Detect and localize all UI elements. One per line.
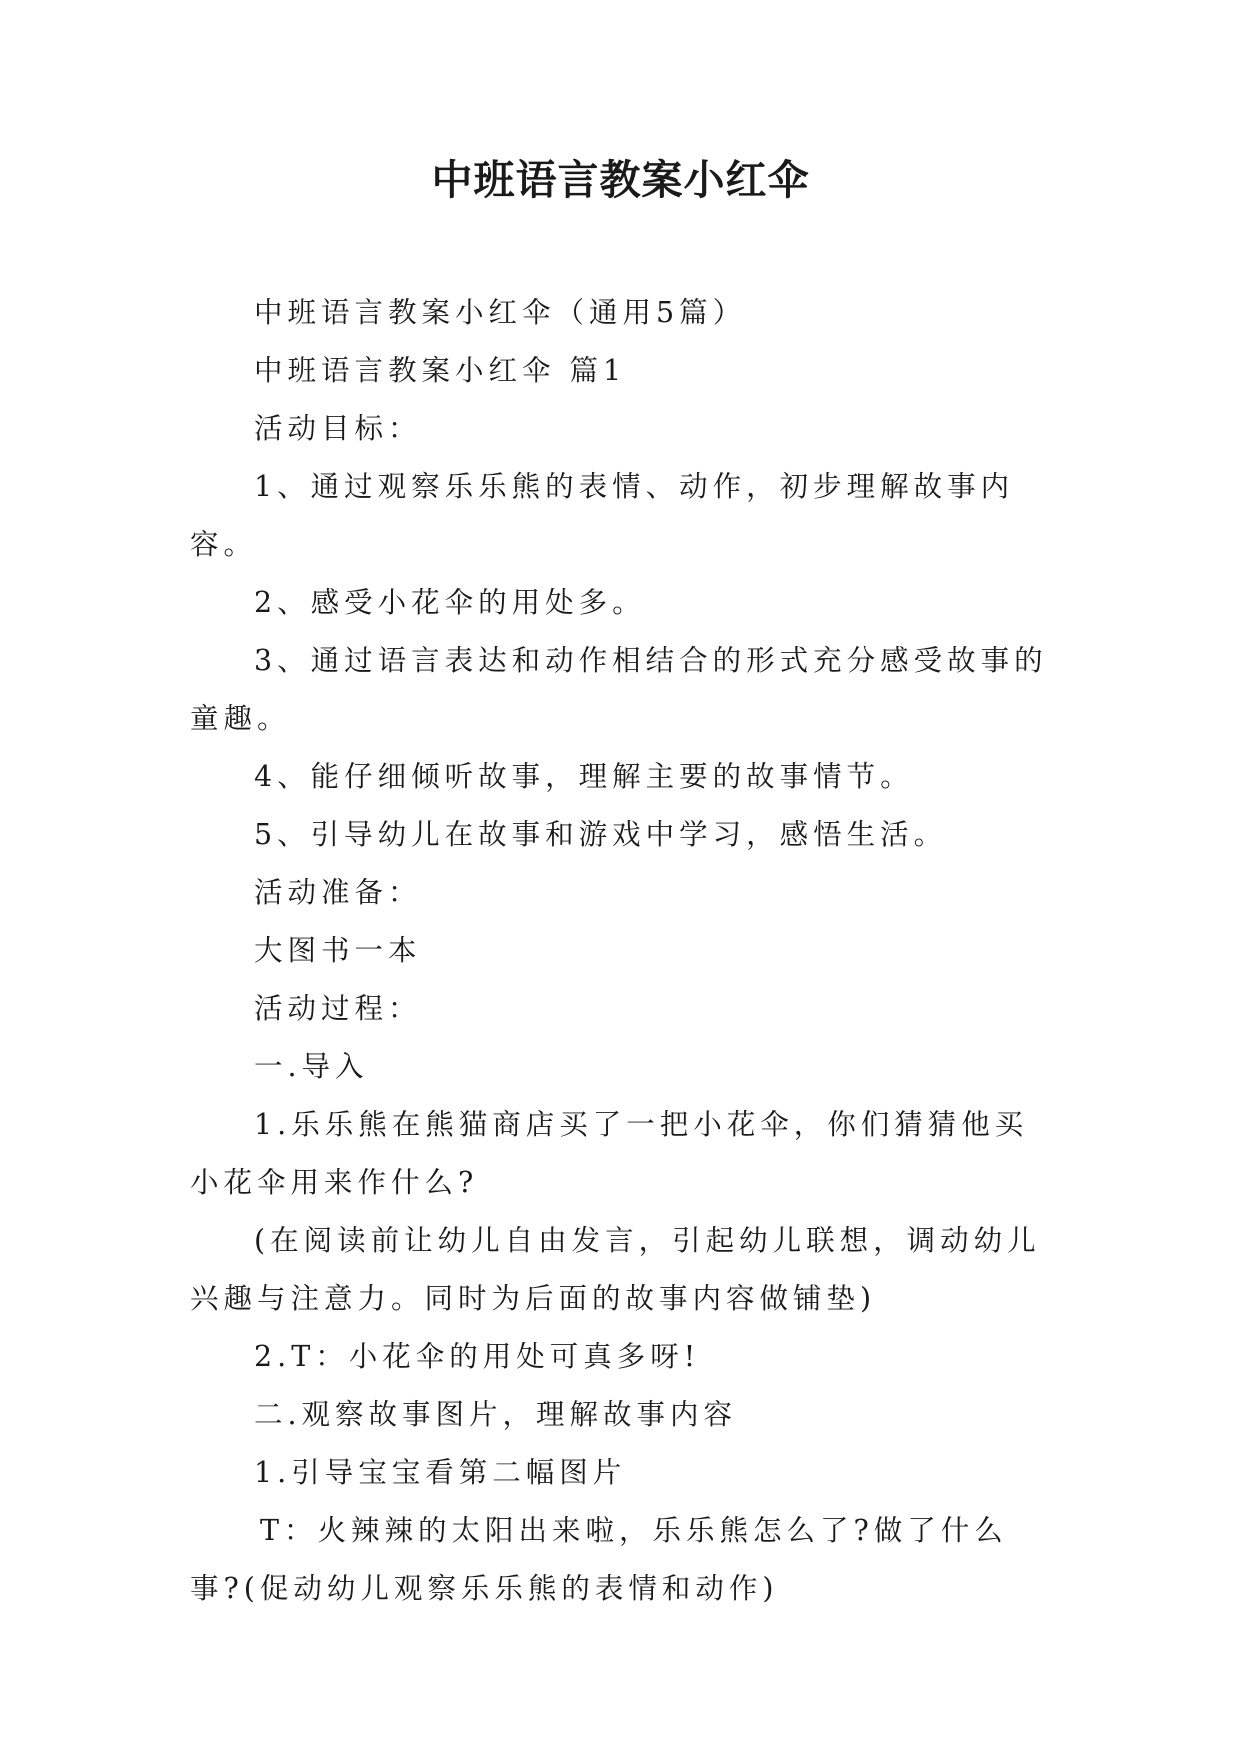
paragraph-goals-heading: 活动目标： bbox=[254, 412, 422, 445]
paragraph-subtitle: 中班语言教案小红伞（通用5篇） bbox=[254, 296, 747, 329]
document-title: 中班语言教案小红伞 bbox=[431, 156, 810, 204]
paragraph-preparation-heading: 活动准备： bbox=[254, 876, 422, 909]
paragraph-step-1-item-2: 2.T：小花伞的用处可真多呀! bbox=[254, 1340, 701, 1373]
paragraph-step-1-note: (在阅读前让幼儿自由发言，引起幼儿联想，调动幼儿兴趣与注意力。同时为后面的故事内容做铺垫) bbox=[190, 1224, 1041, 1315]
paragraph-goal-2: 2、感受小花伞的用处多。 bbox=[254, 586, 646, 619]
paragraph-preparation-item: 大图书一本 bbox=[254, 934, 422, 967]
paragraph-goal-5: 5、引导幼儿在故事和游戏中学习，感悟生活。 bbox=[254, 818, 948, 851]
paragraph-process-heading: 活动过程： bbox=[254, 992, 422, 1025]
paragraph-goal-4: 4、能仔细倾听故事，理解主要的故事情节。 bbox=[254, 760, 914, 793]
paragraph-step-2-teacher-line: T：火辣辣的太阳出来啦，乐乐熊怎么了?做了什么事?(促动幼儿观察乐乐熊的表情和动作) bbox=[190, 1514, 1008, 1605]
paragraph-goal-3: 3、通过语言表达和动作相结合的形式充分感受故事的童趣。 bbox=[190, 644, 1048, 735]
paragraph-section-heading: 中班语言教案小红伞 篇1 bbox=[254, 354, 627, 387]
document-body bbox=[190, 284, 1052, 1618]
paragraph-goal-1: 1、通过观察乐乐熊的表情、动作，初步理解故事内容。 bbox=[190, 470, 1015, 561]
paragraph-step-2-item-1: 1.引导宝宝看第二幅图片 bbox=[254, 1456, 627, 1489]
paragraph-step-1-heading: 一.导入 bbox=[254, 1050, 369, 1083]
paragraph-step-1-item-1: 1.乐乐熊在熊猫商店买了一把小花伞，你们猜猜他买小花伞用来作什么? bbox=[190, 1108, 1029, 1199]
paragraph-step-2-heading: 二.观察故事图片，理解故事内容 bbox=[254, 1398, 738, 1431]
